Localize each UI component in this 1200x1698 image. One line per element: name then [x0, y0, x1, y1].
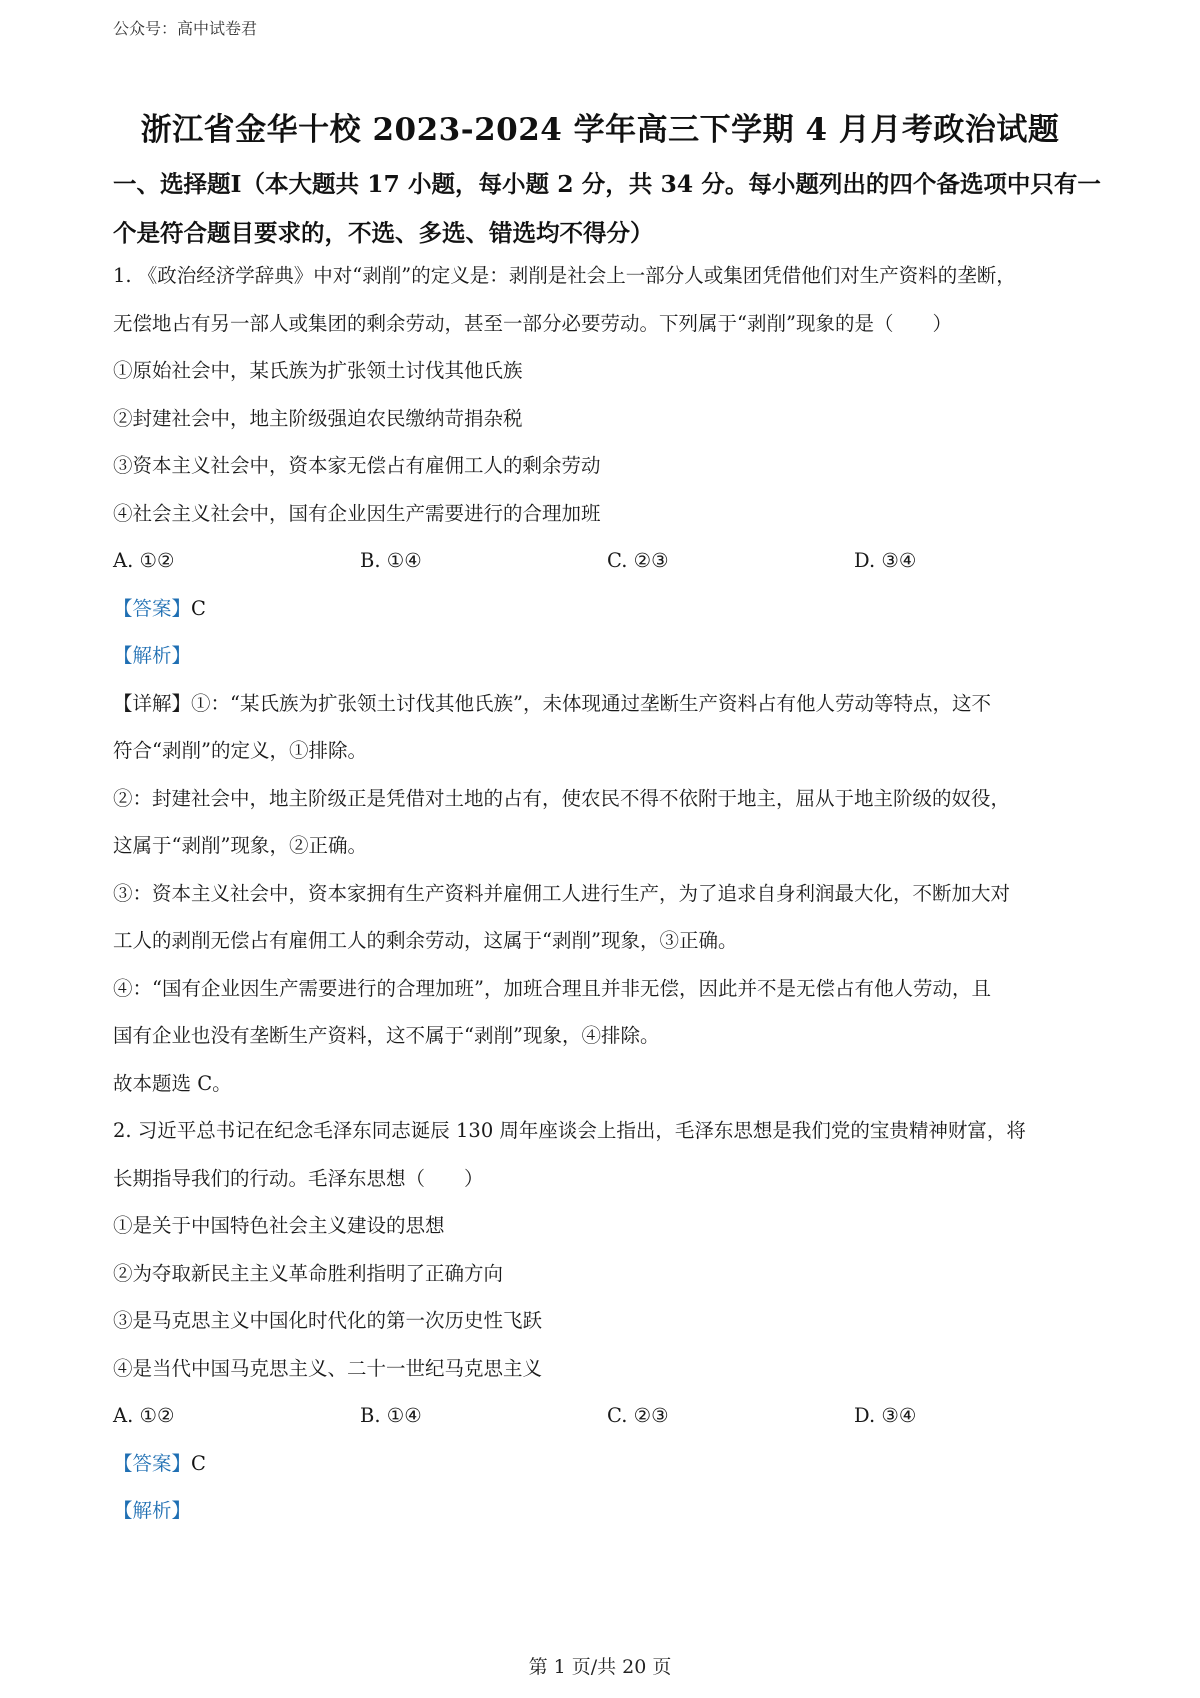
statement-item: ④是当代中国马克思主义、二十一世纪马克思主义: [113, 1356, 543, 1380]
explanation-line: ④：“国有企业因生产需要进行的合理加班”，加班合理且并非无偿，因此并不是无偿占有他人劳动，且: [113, 976, 991, 1000]
answer-line: [113, 585, 1103, 633]
section-heading-line: 一、选择题Ⅰ（本大题共 17 小题，每小题 2 分，共 34 分。每小题列出的四个备选项中只有一: [113, 170, 1101, 198]
explanation-line: 符合“剥削”的定义，①排除。: [113, 739, 367, 762]
explanation-paragraph: [113, 680, 1103, 775]
statement-item: ④社会主义社会中，国有企业因生产需要进行的合理加班: [113, 501, 601, 525]
question-content: [113, 252, 1103, 1535]
option-a: A. ①②: [113, 549, 175, 572]
statement-item: ③资本主义社会中，资本家无偿占有雇佣工人的剩余劳动: [113, 454, 601, 477]
question-stem: [113, 1107, 1103, 1202]
stem-line: 1. 《政治经济学辞典》中对“剥削”的定义是：剥削是社会上一部分人或集团凭借他们对生产资料的垄断，: [113, 264, 1016, 287]
option-d: D. ③④: [854, 549, 917, 572]
answer-options: [113, 1392, 1103, 1440]
explanation-line: [113, 680, 1103, 728]
section-heading: [113, 160, 1103, 258]
answer-line: [113, 1440, 1103, 1488]
explanation-paragraph: [113, 775, 1103, 870]
page-footer: 第 1 页/共 20 页: [528, 1656, 672, 1678]
explanation-paragraph: [113, 870, 1103, 965]
option-a: A. ①②: [113, 1404, 175, 1427]
statement-item: ②为夺取新民主主义革命胜利指明了正确方向: [113, 1261, 504, 1285]
explanation-line: 工人的剥削无偿占有雇佣工人的剩余劳动，这属于“剥削”现象，③正确。: [113, 929, 738, 952]
explanation-line: ③：资本主义社会中，资本家拥有生产资料并雇佣工人进行生产，为了追求自身利润最大化，不断加大对: [113, 881, 1011, 905]
answer-label: 【答案】: [113, 596, 192, 620]
section-heading-line: 个是符合题目要求的，不选、多选、错选均不得分）: [113, 219, 654, 247]
answer-options: [113, 537, 1103, 585]
statement-item: ②封建社会中，地主阶级强迫农民缴纳苛捐杂税: [113, 406, 523, 430]
stem-line: 无偿地占有另一部人或集团的剩余劳动，甚至一部分必要劳动。下列属于“剥削”现象的是（ ）: [113, 311, 952, 335]
explanation-line: 这属于“剥削”现象，②正确。: [113, 834, 367, 857]
question-2: [113, 1107, 1103, 1535]
explanation-line: ②：封建社会中，地主阶级正是凭借对土地的占有，使农民不得不依附于地主，屈从于地主阶级的奴役，: [113, 786, 1011, 810]
page-title: 浙江省金华十校 2023-2024 学年高三下学期 4 月月考政治试题: [140, 112, 1060, 148]
question-stem: [113, 252, 1103, 347]
option-c: C. ②③: [607, 549, 669, 572]
explanation-paragraph: [113, 965, 1103, 1060]
conclusion: 故本题选 C。: [113, 1071, 232, 1095]
stem-line: 2. 习近平总书记在纪念毛泽东同志诞辰 130 周年座谈会上指出，毛泽东思想是我们党的宝贵精神财富，将: [113, 1119, 1026, 1142]
answer-value: C: [191, 596, 206, 620]
question-1: [113, 252, 1103, 1107]
statement-item: ①是关于中国特色社会主义建设的思想: [113, 1214, 445, 1237]
option-b: B. ①④: [360, 1404, 422, 1427]
answer-label: 【答案】: [113, 1451, 192, 1475]
stem-line: 长期指导我们的行动。毛泽东思想（ ）: [113, 1166, 484, 1190]
option-d: D. ③④: [854, 1404, 917, 1427]
analysis-label: 【解析】: [113, 644, 192, 667]
option-b: B. ①④: [360, 549, 422, 572]
statement-item: ③是马克思主义中国化时代化的第一次历史性飞跃: [113, 1309, 543, 1332]
option-c: C. ②③: [607, 1404, 669, 1427]
detail-label: 【详解】: [113, 691, 192, 715]
analysis-label: 【解析】: [113, 1499, 192, 1522]
header-note: 公众号：高中试卷君: [113, 19, 258, 38]
explanation-text: ①：“某氏族为扩张领土讨伐其他氏族”，未体现通过垄断生产资料占有他人劳动等特点，这不: [191, 691, 991, 715]
answer-value: C: [191, 1451, 206, 1475]
statement-item: ①原始社会中，某氏族为扩张领土讨伐其他氏族: [113, 359, 523, 382]
explanation-line: 国有企业也没有垄断生产资料，这不属于“剥削”现象，④排除。: [113, 1024, 660, 1047]
